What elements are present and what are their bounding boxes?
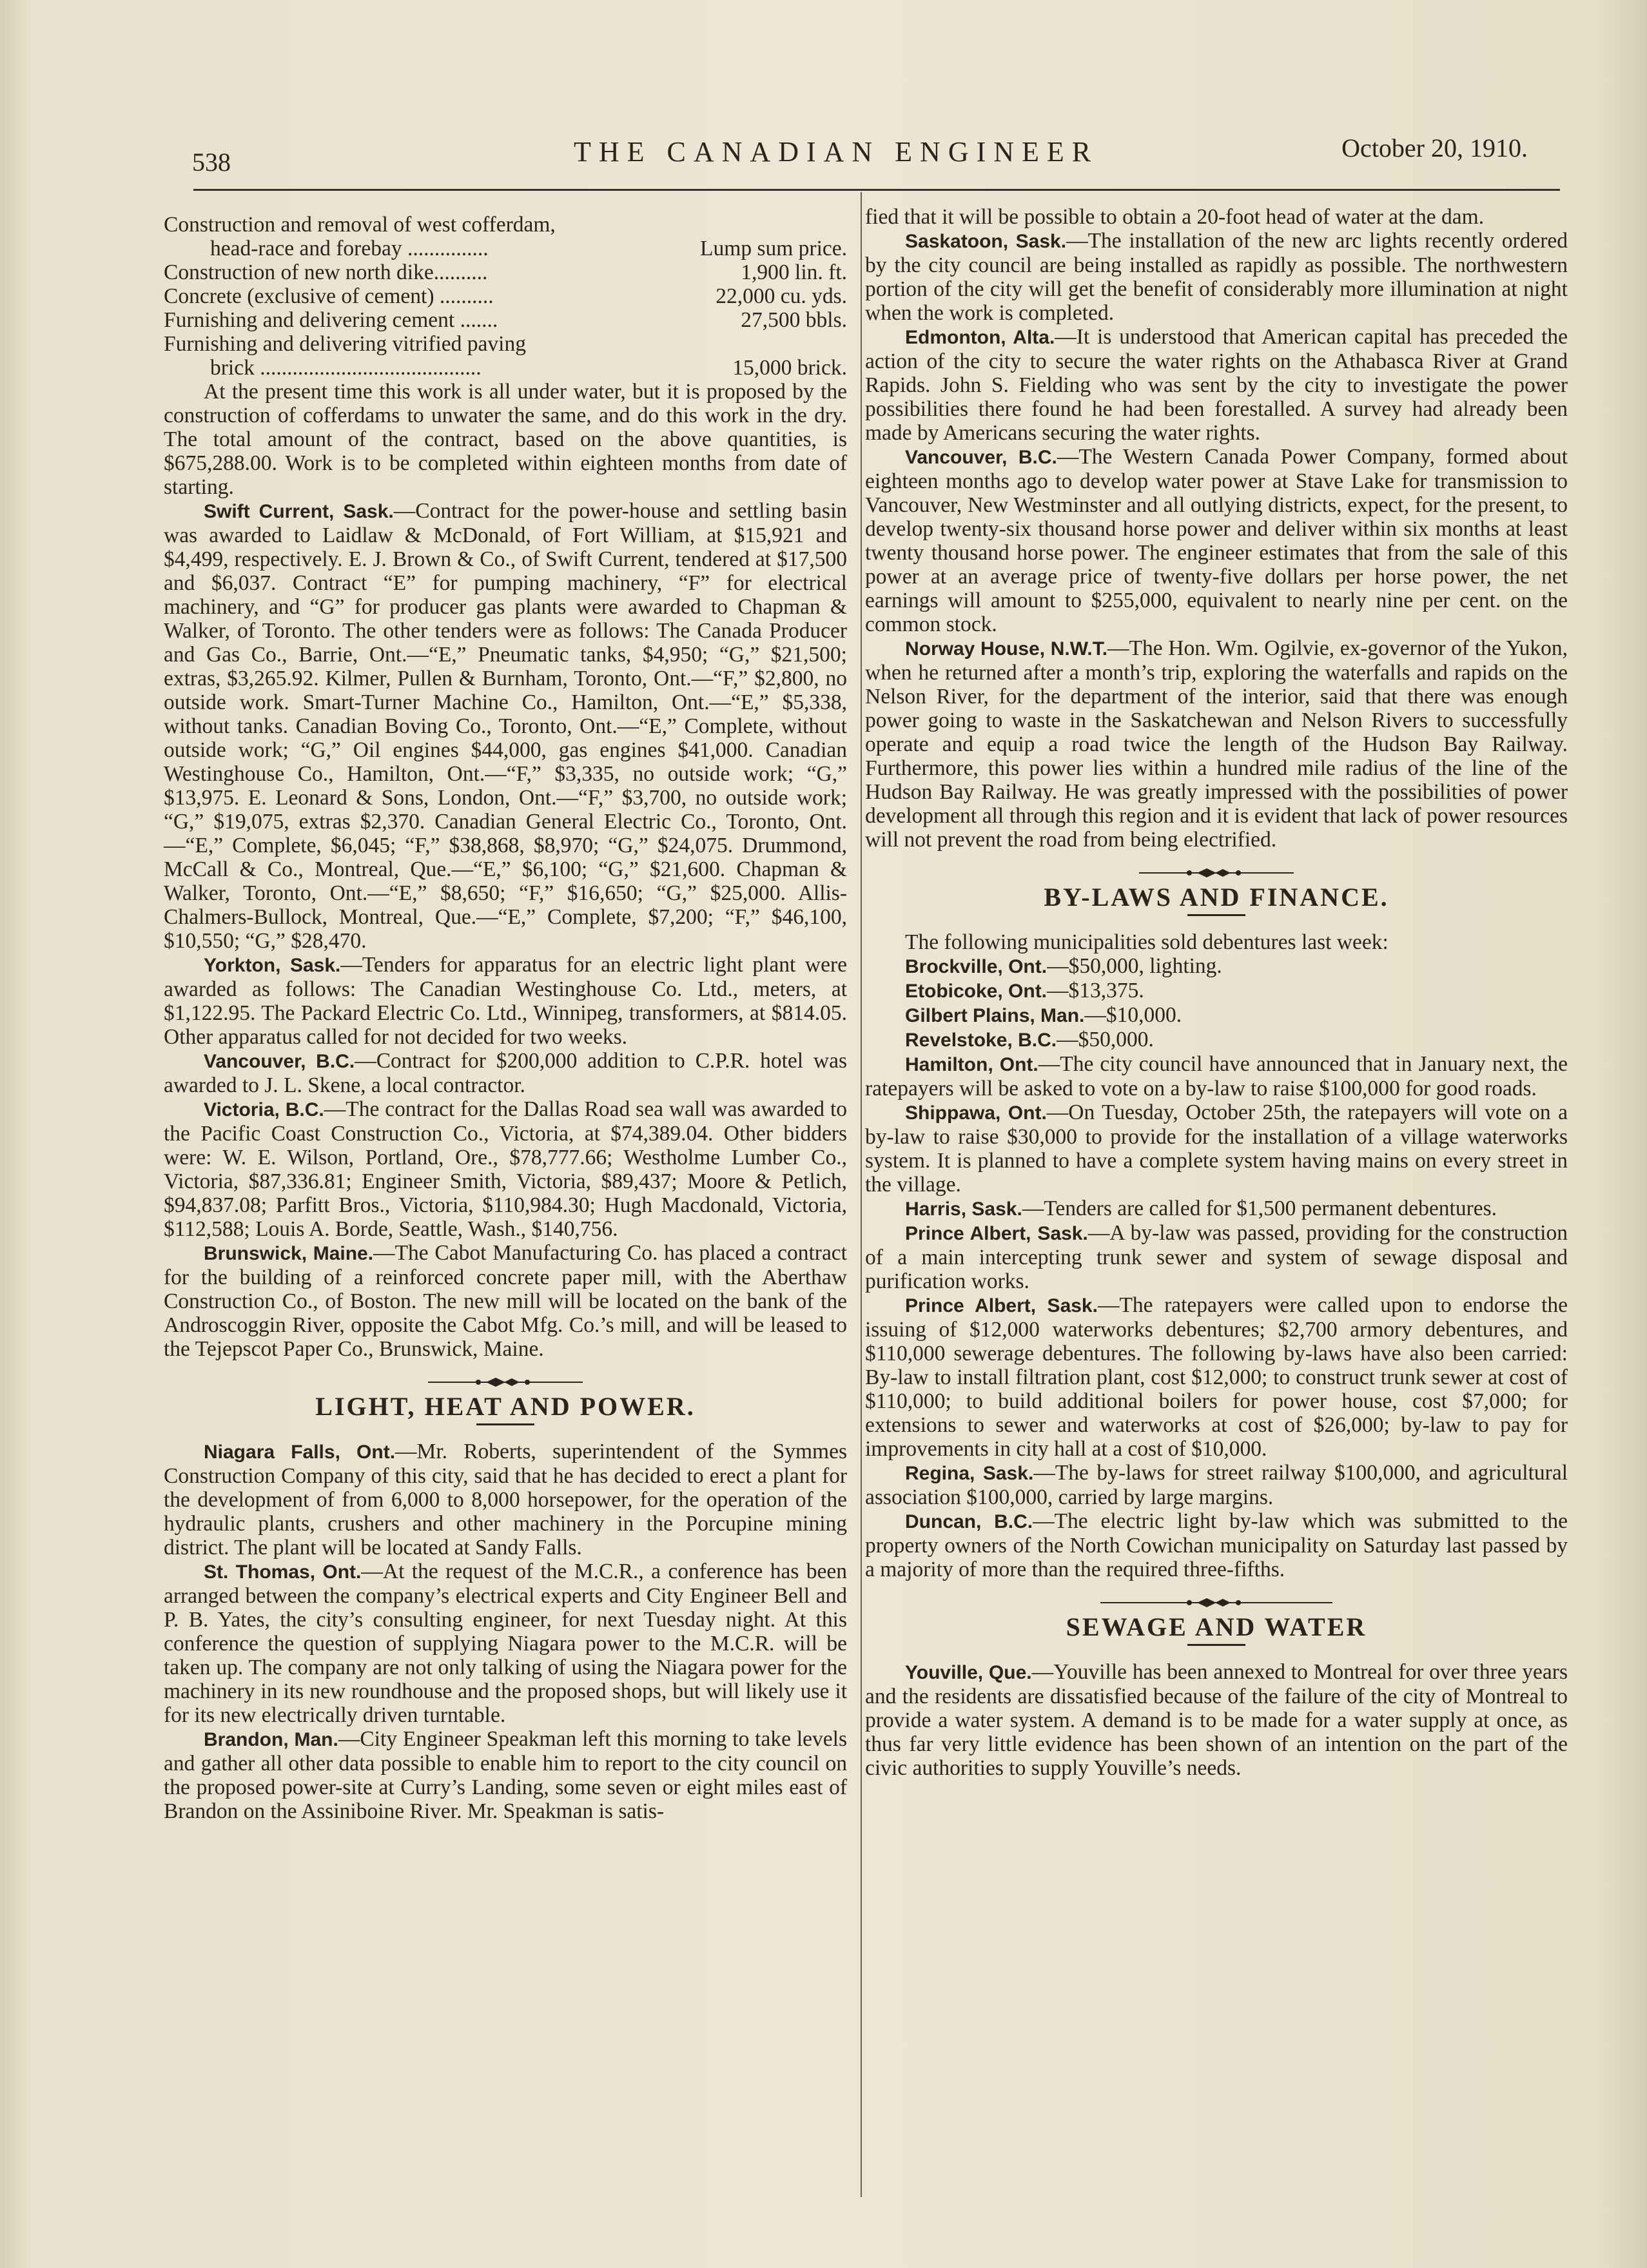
- right-column: [865, 205, 1568, 1780]
- news-paragraph: Yorkton, Sask.—Tenders for apparatus for an electric light plant were awarded as follows: The Canadian Westinghouse Co. Ltd., meters, at $1,122.95. The Packard Electric Co. Ltd., Winnipeg, transformers, at $814.05. Other apparatus called for not decided for two weeks.: [164, 953, 847, 1049]
- section-heading: BY-LAWS AND FINANCE.: [1044, 883, 1389, 912]
- news-paragraph: Youville, Que.—Youville has been annexed to Montreal for over three years and the residents are dissatisfied because of the failure of the city of Montreal to provide a water system. A demand is to be made for a water supply at once, as thus far very little evidence has been shown of an intention on the part of the civic authorities to supply Youville’s needs.: [865, 1660, 1568, 1780]
- news-paragraph: Harris, Sask.—Tenders are called for $1,500 permanent debentures.: [905, 1197, 1497, 1220]
- news-paragraph: Hamilton, Ont.—The city council have announced that in January next, the ratepayers will be asked to vote on a by-law to raise $100,000 for good roads.: [865, 1052, 1568, 1100]
- news-paragraph: Prince Albert, Sask.—A by-law was passed, providing for the construction of a main intercepting trunk sewer and system of sewage disposal and purification works.: [865, 1221, 1568, 1293]
- news-paragraph: Saskatoon, Sask.—The installation of the new arc lights recently ordered by the city council are being installed as rapidly as possible. The northwestern portion of the city will get the benefit of considerably more illumination at night when the work is completed.: [865, 229, 1568, 325]
- continued-paragraph: fied that it will be possible to obtain a 20-foot head of water at the dam.: [865, 205, 1485, 229]
- news-paragraph: Vancouver, B.C.—Contract for $200,000 addition to C.P.R. hotel was awarded to J. L. Skene, a local contractor.: [164, 1049, 847, 1097]
- section-heading: LIGHT, HEAT AND POWER.: [315, 1392, 696, 1421]
- news-paragraph: Shippawa, Ont.—On Tuesday, October 25th, the ratepayers will vote on a by-law to raise $30,000 to provide for the installation of a village waterworks system. It is planned to have a complete system having mains on every street in the village.: [865, 1100, 1568, 1197]
- ornament-divider: [865, 861, 1568, 874]
- journal-title: THE CANADIAN ENGINEER: [574, 136, 1099, 168]
- news-paragraph: Brandon, Man.—City Engineer Speakman left this morning to take levels and gather all other data possible to enable him to report to the city council on the proposed power-site at Curry’s Landing, some seven or eight miles east of Brandon on the Assiniboine River. Mr. Speakman is satis-: [164, 1727, 847, 1823]
- section-heading: SEWAGE AND WATER: [1066, 1612, 1367, 1641]
- heading-rule: [476, 1423, 534, 1425]
- issue-date: October 20, 1910.: [1341, 133, 1528, 162]
- news-paragraph: Swift Current, Sask.—Contract for the power-house and settling basin was awarded to Laidlaw & McDonald, of Fort William, at $15,921 and $4,499, respectively. E. J. Brown & Co., of Swift Current, tendered at $17,500 and $6,037. Contract “E” for pumping machinery, “F” for electrical machinery, and “G” for producer gas plants were awarded to Chapman & Walker, of Toronto. The other tenders were as follows: The Canada Producer and Gas Co., Barrie, Ont.—“E,” Pneumatic tanks, $4,950; “G,” $21,500; extras, $3,265.92. Kilmer, Pullen & Burnham, Toronto, Ont.—“F,” $2,800, no outside work. Smart-Turner Machine Co., Hamilton, Ont.—“E,” $5,338, without tanks. Canadian Boving Co., Toronto, Ont.—“E,” Complete, without outside work; “G,” Oil engines $44,000, gas engines $41,000. Canadian Westinghouse Co., Hamilton, Ont.—“F,” $3,335, no outside work; “G,” $13,975. E. Leonard & Sons, London, Ont.—“F,” $3,700, no outside work; “G,” $19,075, extras $2,370. Canadian General Electric Co., Toronto, Ont.—“E,” Complete, $6,045; “F,” $38,868, $8,970; “G,” $24,075. Drummond, McCall & Co., Montreal, Que.—“E,” $6,100; “G,” $21,600. Chapman & Walker, Toronto, Ont.—“E,” $8,650; “F,” $16,650; “G,” $25,000. Allis-Chalmers-Bullock, Montreal, Que.—“E,” Complete, $7,200; “F,” $46,100, $10,550; “G,” $28,470.: [164, 499, 847, 953]
- quantity-item: Concrete (exclusive of cement) .......... 22,000 cu. yds.: [164, 284, 847, 308]
- news-paragraph: Regina, Sask.—The by-laws for street railway $100,000, and agricultural association $100,000, carried by large margins.: [865, 1461, 1568, 1509]
- quantity-item: Furnishing and delivering vitrified paving: [164, 332, 526, 356]
- news-paragraph: Duncan, B.C.—The electric light by-law which was submitted to the property owners of the North Cowichan municipality on Saturday last passed by a majority of more than the required three-fifths.: [865, 1509, 1568, 1581]
- news-paragraph: Victoria, B.C.—The contract for the Dallas Road sea wall was awarded to the Pacific Coast Construction Co., Victoria, at $74,389.04. Other bidders were: W. E. Wilson, Portland, Ore., $78,777.66; Westholme Lumber Co., Victoria, $87,336.81; Engineer Smith, Victoria, $89,437; Moore & Petlich, $94,837.08; Parfitt Bros., Victoria, $110,984.30; Hugh Macdonald, Victoria, $112,588; Louis A. Borde, Seattle, Wash., $140,756.: [164, 1097, 847, 1241]
- quantity-item: Furnishing and delivering cement ....... 27,500 bbls.: [164, 308, 847, 332]
- quantity-item: Construction and removal of west cofferdam,: [164, 213, 556, 237]
- list-item: Gilbert Plains, Man.—$10,000.: [905, 1003, 1182, 1027]
- left-column: [164, 213, 847, 1823]
- intro-paragraph: At the present time this work is all under water, but it is proposed by the construction of cofferdams to unwater the same, and do this work in the dry. The total amount of the contract, based on the above quantities, is $675,288.00. Work is to be completed within eighteen months from date of starting.: [164, 380, 847, 499]
- heading-rule: [1187, 1644, 1245, 1646]
- list-item: Brockville, Ont.—$50,000, lighting.: [905, 954, 1222, 978]
- news-paragraph: Prince Albert, Sask.—The ratepayers were called upon to endorse the issuing of $12,000 waterworks debentures; $2,700 armory debentures, and $110,000 sewerage debentures. The following by-laws have also been carried: By-law to install filtration plant, cost $12,000; to construct trunk sewer at cost of $110,000; to build additional boilers for power house, cost $7,000; for extensions to sewer and waterworks at cost of $26,000; by-law to pay for improvements in city hall at a cost of $10,000.: [865, 1293, 1568, 1461]
- news-paragraph: Vancouver, B.C.—The Western Canada Power Company, formed about eighteen months ago to develop water power at Stave Lake for transmission to Vancouver, New Westminster and all outlying districts, expect, for the present, to develop twenty-six thousand horse power and deliver within six months at least twenty thousand horse power. The engineer estimates that from the sale of this power at an average price of twenty-five dollars per horse power, the net earnings will amount to $255,000, equivalent to nearly nine per cent. on the common stock.: [865, 445, 1568, 636]
- news-paragraph: Brunswick, Maine.—The Cabot Manufacturing Co. has placed a contract for the building of a reinforced concrete paper mill, with the Aberthaw Construction Co., of Boston. The new mill will be located on the bank of the Androscoggin River, opposite the Cabot Mfg. Co.’s mill, and will be leased to the Tejepscot Paper Co., Brunswick, Maine.: [164, 1241, 847, 1361]
- list-item: Etobicoke, Ont.—$13,375.: [905, 979, 1144, 1002]
- heading-rule: [1187, 914, 1245, 916]
- ornament-divider: [164, 1370, 847, 1383]
- page-header: [187, 128, 1528, 179]
- page-number: 538: [192, 148, 231, 177]
- quantity-item: head-race and forebay ............... Lump sum price.: [210, 237, 847, 260]
- news-paragraph: Niagara Falls, Ont.—Mr. Roberts, superintendent of the Symmes Construction Company of this city, said that he has decided to erect a plant for the development of from 6,000 to 8,000 horsepower, for the operation of the hydraulic plants, crushers and other machinery in the Porcupine mining district. The plant will be located at Sandy Falls.: [164, 1440, 847, 1559]
- list-item: Revelstoke, B.C.—$50,000.: [905, 1028, 1154, 1051]
- intro-paragraph: The following municipalities sold debentures last week:: [905, 930, 1389, 954]
- news-paragraph: Norway House, N.W.T.—The Hon. Wm. Ogilvie, ex-governor of the Yukon, when he returned after a month’s trip, exploring the waterfalls and rapids on the Nelson River, for the department of the interior, said that there was enough power going to waste in the Saskatchewan and Nelson Rivers to successfully operate and equip a road twice the length of the Hudson Bay Railway. Furthermore, this power lies within a hundred mile radius of the line of the Hudson Bay Railway. He was greatly impressed with the possibilities of power development all through this region and it is evident that lack of power resources will not prevent the road from being electrified.: [865, 636, 1568, 852]
- quantity-item: Construction of new north dike.......... 1,900 lin. ft.: [164, 260, 847, 284]
- debenture-list: [865, 954, 1568, 1052]
- column-divider: [861, 192, 862, 2197]
- quantity-item: brick ......................................... 15,000 brick.: [210, 356, 847, 380]
- news-paragraph: Edmonton, Alta.—It is understood that American capital has preceded the action of the city to secure the water rights on the Athabasca River at Grand Rapids. John S. Fielding who was sent by the city to investigate the power possibilities there found he had been forestalled. A survey had already been made by Americans securing the water rights.: [865, 325, 1568, 445]
- header-rule: [193, 189, 1560, 191]
- news-paragraph: St. Thomas, Ont.—At the request of the M.C.R., a conference has been arranged between the company’s electrical experts and City Engineer Bell and P. B. Yates, the city’s consulting engineer, for next Tuesday night. At this conference the question of supplying Niagara power to the M.C.R. will be taken up. The company are not only talking of using the Niagara power for the machinery in its new roundhouse and the proposed shops, but will likely use it for its new electrically driven turntable.: [164, 1559, 847, 1727]
- ornament-divider: [865, 1590, 1568, 1603]
